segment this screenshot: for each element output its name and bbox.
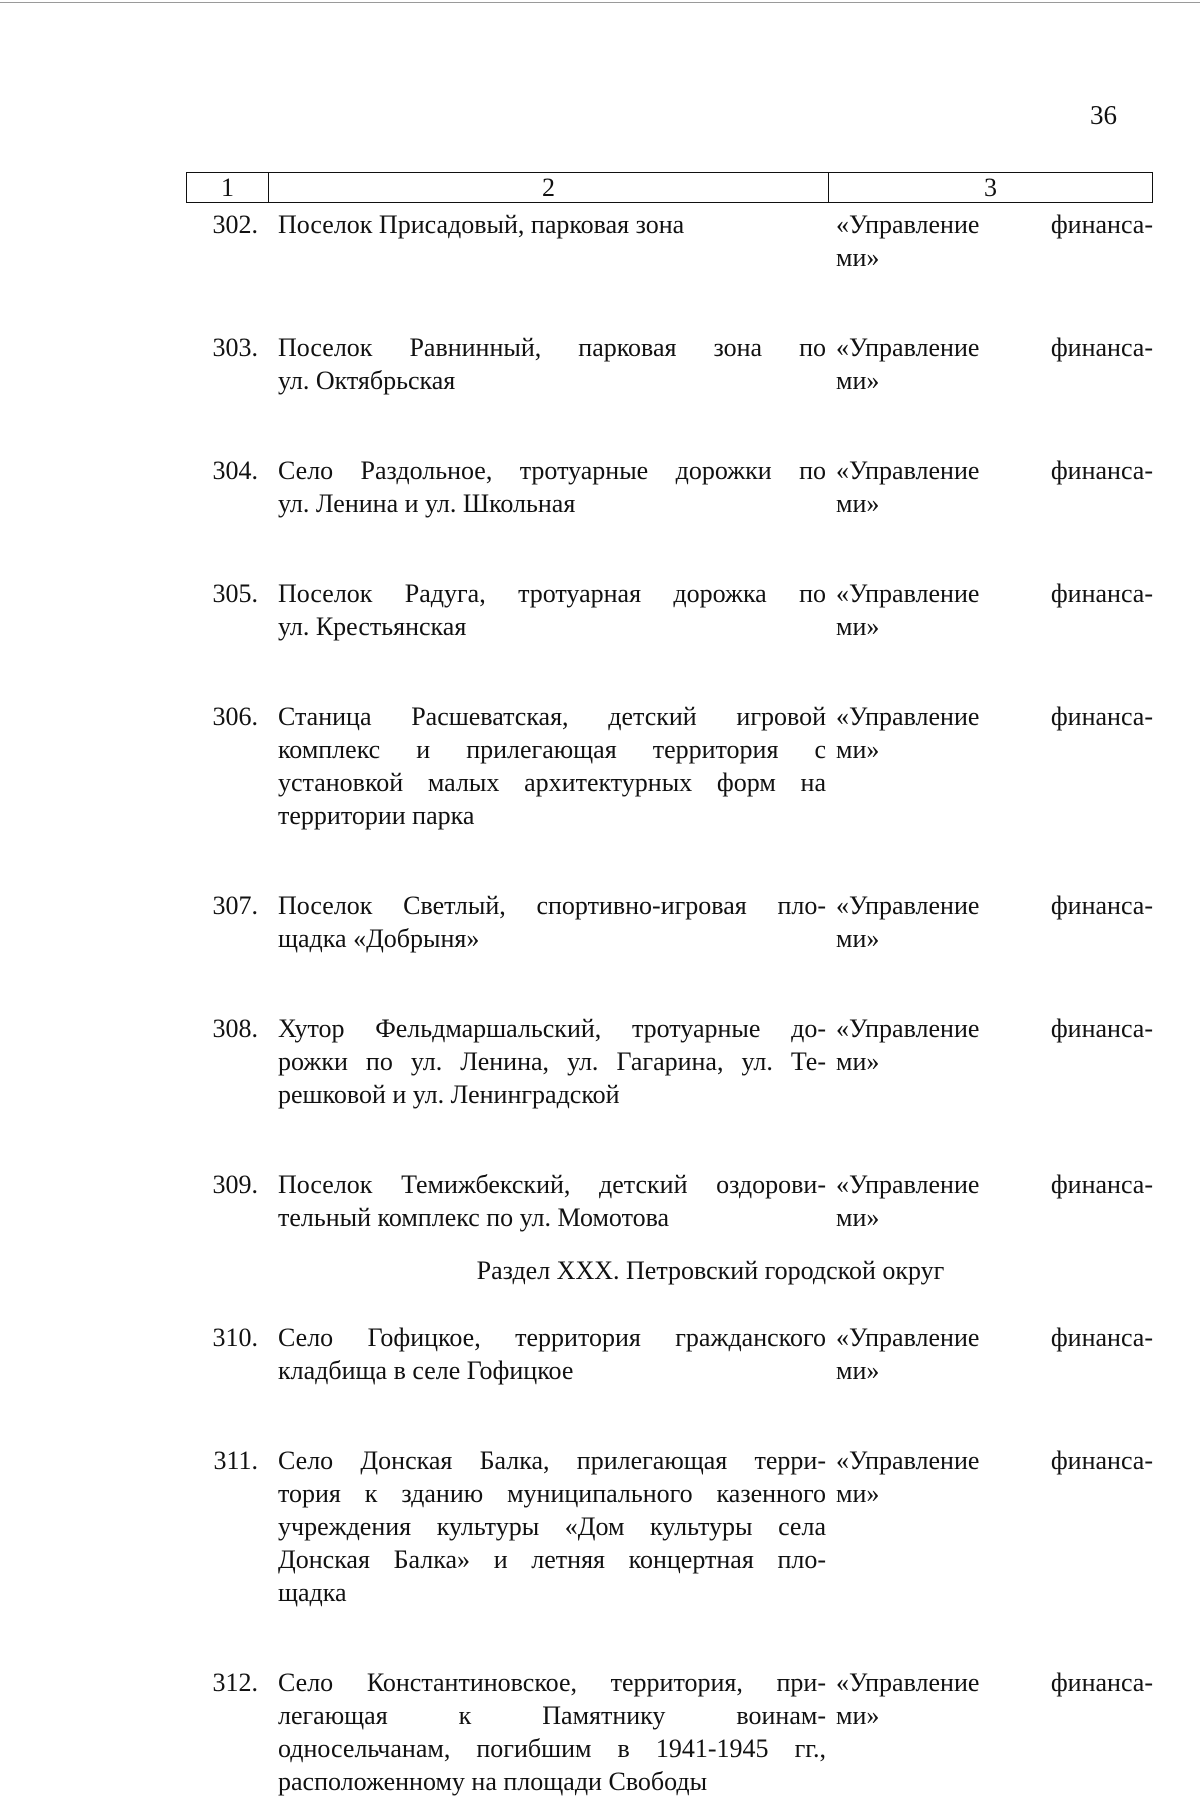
responsible-line <box>836 577 1153 610</box>
row-responsible <box>836 1321 1153 1387</box>
responsible-word: «Управление <box>836 579 980 608</box>
table-row <box>186 577 1153 643</box>
responsible-word: «Управление <box>836 702 980 731</box>
row-description <box>268 577 836 643</box>
row-number: 305. <box>212 579 258 608</box>
responsible-line-end: ми» <box>836 1701 880 1730</box>
responsible-word: финанса- <box>1050 579 1153 608</box>
table-row <box>186 1444 1153 1609</box>
row-number: 307. <box>212 891 258 920</box>
row-responsible <box>836 454 1153 520</box>
description-line: Село Раздольное, тротуарные дорожки по <box>278 456 826 485</box>
description-line: Станица Расшеватская, детский игровой <box>278 702 826 731</box>
responsible-line-end: ми» <box>836 1356 880 1385</box>
responsible-line <box>836 1321 1153 1354</box>
responsible-word: «Управление <box>836 1170 980 1199</box>
responsible-line <box>836 1666 1153 1699</box>
page-number: 36 <box>1090 100 1117 130</box>
description-line: Поселок Равнинный, парковая зона по <box>278 333 826 362</box>
table-row <box>186 700 1153 832</box>
row-responsible <box>836 331 1153 397</box>
responsible-line <box>836 208 1153 241</box>
responsible-line-end: ми» <box>836 489 880 518</box>
description-line: Донская Балка» и летняя концертная пло- <box>278 1545 826 1574</box>
row-responsible <box>836 208 1153 274</box>
responsible-word: «Управление <box>836 1323 980 1352</box>
description-line: расположенному на площади Свободы <box>278 1767 708 1796</box>
responsible-word: «Управление <box>836 456 980 485</box>
row-responsible <box>836 1012 1153 1111</box>
row-number: 312. <box>212 1668 258 1697</box>
row-responsible <box>836 1444 1153 1609</box>
table-row <box>186 1321 1153 1387</box>
responsible-word: финанса- <box>1050 1014 1153 1043</box>
row-number: 306. <box>212 702 258 731</box>
description-line: ул. Крестьянская <box>278 612 467 641</box>
responsible-line <box>836 1168 1153 1201</box>
description-line: ул. Октябрьская <box>278 366 456 395</box>
description-line: щадка «Добрыня» <box>278 924 480 953</box>
responsible-word: «Управление <box>836 1446 980 1475</box>
responsible-line <box>836 1012 1153 1045</box>
description-line: кладбища в селе Гофицкое <box>278 1356 574 1385</box>
responsible-line-end: ми» <box>836 243 880 272</box>
row-number: 309. <box>212 1170 258 1199</box>
row-responsible <box>836 1168 1153 1234</box>
description-line: Хутор Фельдмаршальский, тротуарные до- <box>278 1014 826 1043</box>
row-number: 308. <box>212 1014 258 1043</box>
table-row <box>186 208 1153 274</box>
responsible-line <box>836 889 1153 922</box>
row-description <box>268 208 836 274</box>
row-description <box>268 700 836 832</box>
responsible-line <box>836 331 1153 364</box>
header-col-1: 1 <box>187 173 269 202</box>
responsible-line <box>836 454 1153 487</box>
responsible-word: финанса- <box>1050 1323 1153 1352</box>
row-number: 311. <box>213 1446 258 1475</box>
header-col-3: 3 <box>984 173 997 202</box>
row-description <box>268 1321 836 1387</box>
description-line: Поселок Присадовый, парковая зона <box>278 210 685 239</box>
responsible-line-end: ми» <box>836 612 880 641</box>
row-description <box>268 1666 836 1798</box>
responsible-word: финанса- <box>1050 1170 1153 1199</box>
responsible-word: «Управление <box>836 1014 980 1043</box>
responsible-word: «Управление <box>836 891 980 920</box>
responsible-word: финанса- <box>1050 210 1153 239</box>
description-line: Село Константиновское, территория, при- <box>278 1668 826 1697</box>
responsible-word: финанса- <box>1050 891 1153 920</box>
responsible-word: «Управление <box>836 210 980 239</box>
description-line: установкой малых архитектурных форм на <box>278 768 826 797</box>
table-row <box>186 1666 1153 1798</box>
header-col-2: 2 <box>269 173 829 202</box>
responsible-line-end: ми» <box>836 1203 880 1232</box>
table-row <box>186 1012 1153 1111</box>
description-line: Поселок Радуга, тротуарная дорожка по <box>278 579 826 608</box>
row-number: 303. <box>212 333 258 362</box>
responsible-word: финанса- <box>1050 333 1153 362</box>
responsible-word: финанса- <box>1050 1668 1153 1697</box>
responsible-line-end: ми» <box>836 366 880 395</box>
responsible-line-end: ми» <box>836 1479 880 1508</box>
description-line: решковой и ул. Ленинградской <box>278 1080 620 1109</box>
description-line: щадка <box>278 1578 347 1607</box>
row-description <box>268 454 836 520</box>
responsible-word: «Управление <box>836 1668 980 1697</box>
responsible-line-end: ми» <box>836 924 880 953</box>
description-line: рожки по ул. Ленина, ул. Гагарина, ул. Те- <box>278 1047 826 1076</box>
responsible-word: «Управление <box>836 333 980 362</box>
description-line: Село Гофицкое, территория гражданского <box>278 1323 826 1352</box>
table-header <box>186 172 1153 203</box>
description-line: тория к зданию муниципального казенного <box>278 1479 826 1508</box>
description-line: ул. Ленина и ул. Школьная <box>278 489 576 518</box>
row-responsible <box>836 1666 1153 1798</box>
description-line: тельный комплекс по ул. Момотова <box>278 1203 670 1232</box>
row-responsible <box>836 700 1153 832</box>
row-description <box>268 1168 836 1234</box>
description-line: территории парка <box>278 801 475 830</box>
top-rule <box>0 2 1200 3</box>
responsible-line <box>836 700 1153 733</box>
table-row <box>186 331 1153 397</box>
responsible-line-end: ми» <box>836 1047 880 1076</box>
row-description <box>268 889 836 955</box>
table-row <box>186 454 1153 520</box>
row-description <box>268 331 836 397</box>
responsible-word: финанса- <box>1050 456 1153 485</box>
row-responsible <box>836 577 1153 643</box>
responsible-line <box>836 1444 1153 1477</box>
table-row <box>186 889 1153 955</box>
responsible-word: финанса- <box>1050 1446 1153 1475</box>
description-line: учреждения культуры «Дом культуры села <box>278 1512 826 1541</box>
description-line: Село Донская Балка, прилегающая терри- <box>278 1446 826 1475</box>
description-line: Поселок Светлый, спортивно-игровая пло- <box>278 891 826 920</box>
table-row <box>186 1168 1153 1234</box>
table-body <box>186 208 1153 1798</box>
description-line: комплекс и прилегающая территория с <box>278 735 826 764</box>
row-number: 310. <box>212 1323 258 1352</box>
row-number: 304. <box>212 456 258 485</box>
description-line: Поселок Темижбекский, детский оздорови- <box>278 1170 826 1199</box>
responsible-line-end: ми» <box>836 735 880 764</box>
row-description <box>268 1444 836 1609</box>
row-description <box>268 1012 836 1111</box>
responsible-word: финанса- <box>1050 702 1153 731</box>
description-line: легающая к Памятнику воинам- <box>278 1701 826 1730</box>
description-line: односельчанам, погибшим в 1941-1945 гг., <box>278 1734 826 1763</box>
row-number: 302. <box>212 210 258 239</box>
section-title: Раздел XXX. Петровский городской округ <box>476 1256 945 1285</box>
row-responsible <box>836 889 1153 955</box>
